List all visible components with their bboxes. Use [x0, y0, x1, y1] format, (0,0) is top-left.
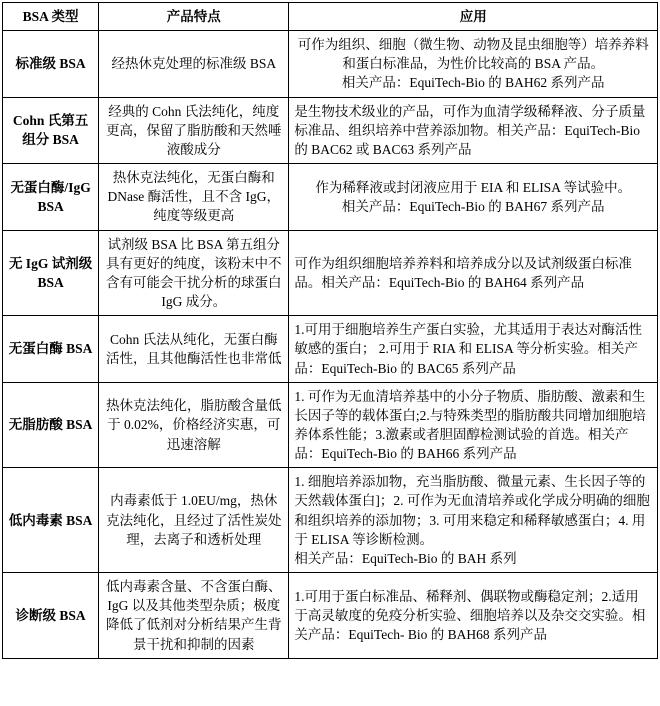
application-cell	[289, 573, 658, 659]
table-row	[3, 31, 658, 97]
product-feature-cell: 热休克法纯化，脂肪酸含量低于 0.02%，价格经济实惠，可迅速溶解	[99, 382, 289, 468]
bsa-type-cell: 无蛋白酶/IgG BSA	[3, 164, 99, 230]
application-cell	[289, 382, 658, 468]
product-feature-cell: Cohn 氏法从纯化，无蛋白酶活性，且其他酶活性也非常低	[99, 316, 289, 382]
application-cell	[289, 31, 658, 97]
table-row	[3, 573, 658, 659]
application-line: 是生物技术级业的产品，可作为血清学级稀释液、分子质量标准品、组织培养中营养添加物。相关产品：EquiTech-Bio 的 BAC62 或 BAC63 系列产品	[294, 103, 646, 157]
product-feature-cell: 经热休克处理的标准级 BSA	[99, 31, 289, 97]
bsa-product-table	[2, 2, 658, 659]
table-header-row	[3, 3, 658, 31]
application-line: 相关产品：EquiTech-Bio 的 BAH62 系列产品	[341, 75, 605, 91]
application-line: 可作为组织、细胞（微生物、动物及昆虫细胞等）培养养料和蛋白标准品，为性价比较高的 BSA 产品。	[297, 37, 649, 72]
bsa-type-cell: Cohn 氏第五组分 BSA	[3, 97, 99, 163]
product-feature-cell: 低内毒素含量、不含蛋白酶、IgG 以及其他类型杂质；极度降低了低剂对分析结果产生背景干扰和抑制的因素	[99, 573, 289, 659]
column-header-features: 产品特点	[99, 3, 289, 31]
product-feature-cell: 试剂级 BSA 比 BSA 第五组分具有更好的纯度，该粉末中不含有可能会干扰分析的球蛋白 IgG 成分。	[99, 230, 289, 316]
column-header-type: BSA 类型	[3, 3, 99, 31]
product-feature-cell: 内毒素低于 1.0EU/mg，热休克法纯化，且经过了活性炭处理，去离子和透析处理	[99, 468, 289, 573]
table-row	[3, 164, 658, 230]
table-row	[3, 97, 658, 163]
bsa-type-cell: 无 IgG 试剂级 BSA	[3, 230, 99, 316]
bsa-type-cell: 标准级 BSA	[3, 31, 99, 97]
product-feature-cell: 热休克法纯化，无蛋白酶和 DNase 酶活性，且不含 IgG，纯度等级更高	[99, 164, 289, 230]
table-row	[3, 230, 658, 316]
product-feature-cell: 经典的 Cohn 氏法纯化，纯度更高，保留了脂肪酸和天然唾液酸成分	[99, 97, 289, 163]
column-header-applications: 应用	[289, 3, 658, 31]
application-cell	[289, 316, 658, 382]
application-line: 1.可用于蛋白标准品、稀释剂、偶联物或酶稳定剂；2.适用于高灵敏度的免疫分析实验、细胞培养以及杂交交实验。相关产品：EquiTech- Bio 的 BAH68 系列产品	[294, 588, 646, 642]
table-row	[3, 316, 658, 382]
bsa-type-cell: 低内毒素 BSA	[3, 468, 99, 573]
application-line: 1. 细胞培养添加物，充当脂肪酸、微量元素、生长因子等的天然载体蛋白]；2. 可作为无血清培养或化学成分明确的细胞和组织培养的添加物；3. 可用来稳定和稀释敏感蛋白；4. 用于 ELISA 等诊断检测。	[294, 474, 650, 547]
application-line: 可作为组织细胞培养养料和培养成分以及试剂级蛋白标准品。相关产品：EquiTech-Bio 的 BAH64 系列产品	[294, 255, 632, 290]
bsa-type-cell: 无蛋白酶 BSA	[3, 316, 99, 382]
application-line: 1.可用于细胞培养生产蛋白实验，尤其适用于表达对酶活性敏感的蛋白； 2.可用于 RIA 和 ELISA 等分析实验。相关产品：EquiTech-Bio 的 BAC65 系列产品	[294, 322, 643, 376]
application-line: 1. 可作为无血清培养基中的小分子物质、脂肪酸、激素和生长因子等的载体蛋白;2.与特殊类型的脂肪酸共同增加细胞培养体系性能；3.激素或者胆固醇检测试验的首选。相关产品：EquiTech-Bio 的 BAH66 系列产品	[294, 388, 646, 462]
bsa-type-cell: 无脂肪酸 BSA	[3, 382, 99, 468]
application-cell	[289, 230, 658, 316]
table-row	[3, 468, 658, 573]
table-body	[3, 31, 658, 659]
application-line: 作为稀释液或封闭液应用于 EIA 和 ELISA 等试验中。	[315, 179, 632, 195]
application-cell	[289, 164, 658, 230]
table-row	[3, 382, 658, 468]
application-cell	[289, 97, 658, 163]
bsa-type-cell: 诊断级 BSA	[3, 573, 99, 659]
application-cell	[289, 468, 658, 573]
application-line: 相关产品：EquiTech-Bio 的 BAH 系列	[294, 550, 517, 566]
application-line: 相关产品：EquiTech-Bio 的 BAH67 系列产品	[341, 198, 605, 214]
